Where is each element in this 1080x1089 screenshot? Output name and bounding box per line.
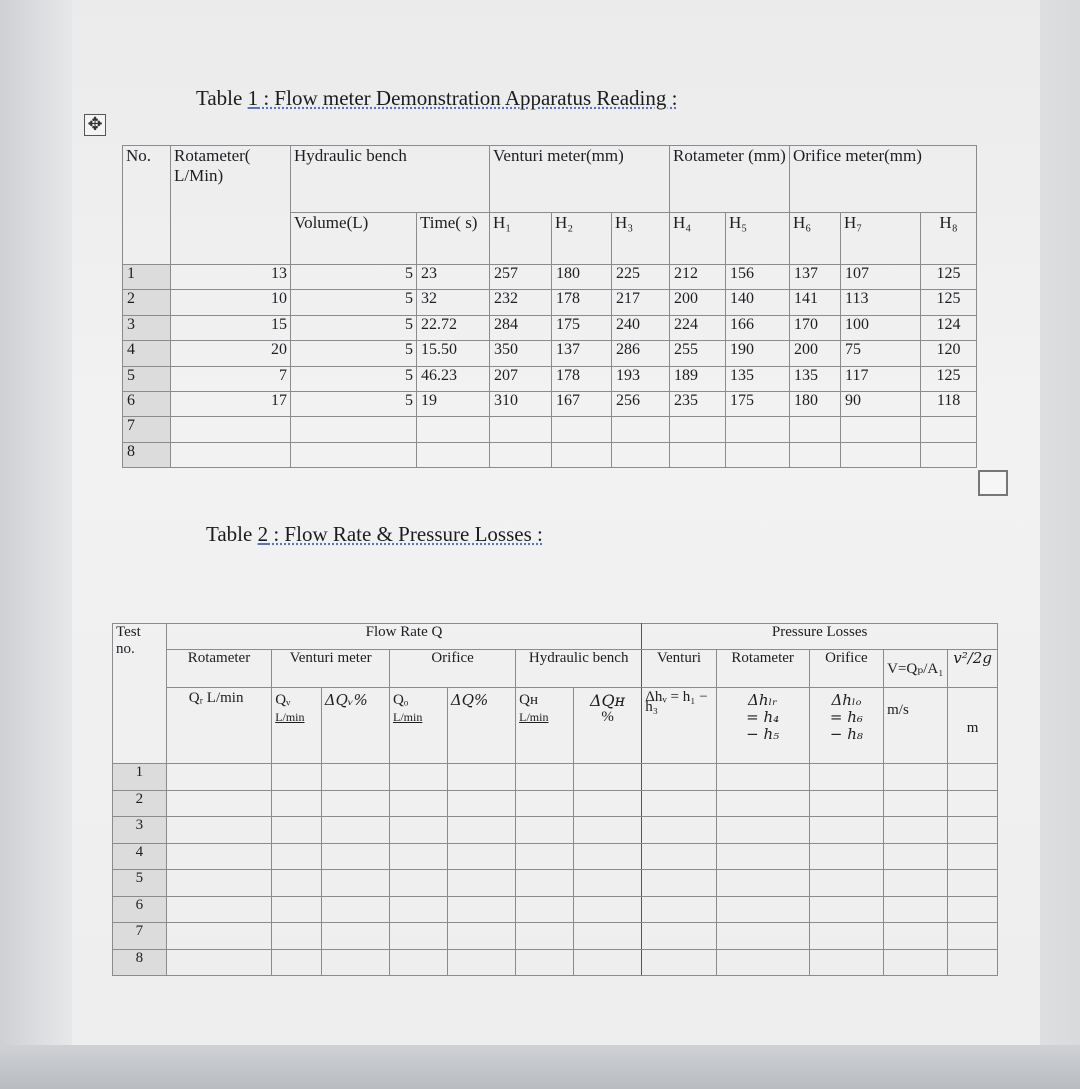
cell-empty[interactable] — [166, 923, 271, 950]
cell-empty[interactable] — [166, 870, 271, 897]
cell-empty[interactable] — [574, 764, 642, 791]
cell-h6[interactable]: 141 — [790, 290, 841, 315]
col-qh-header — [516, 688, 574, 764]
col-qr-header: Qᵣ L/min — [166, 688, 271, 764]
cell-empty[interactable] — [948, 817, 998, 844]
dho-line-b: = h₆ — [829, 708, 863, 726]
dqh-unit: % — [601, 709, 614, 725]
dhr-line-c: − h₅ — [746, 725, 780, 743]
cell-h2[interactable] — [552, 442, 612, 467]
cell-h5[interactable]: 156 — [726, 265, 790, 290]
table1-caption: Table 1 : Flow meter Demonstration Apparatus Reading : — [196, 86, 678, 110]
table-row — [123, 341, 977, 366]
table-row — [113, 949, 998, 976]
table2-caption: Table 2 : Flow Rate & Pressure Losses : — [206, 522, 543, 546]
cell-rot[interactable]: 13 — [171, 265, 291, 290]
cell-h6[interactable]: 170 — [790, 315, 841, 340]
cell-h6[interactable]: 137 — [790, 265, 841, 290]
cell-empty[interactable] — [272, 817, 322, 844]
cell-empty[interactable] — [321, 949, 389, 976]
cell-empty[interactable] — [321, 764, 389, 791]
cell-vol[interactable] — [291, 417, 417, 442]
cell-h8[interactable]: 118 — [921, 391, 977, 416]
cell-rot[interactable]: 17 — [171, 391, 291, 416]
cell-no[interactable]: 2 — [123, 290, 171, 315]
col-dqv-header: ΔQᵥ% — [321, 688, 389, 764]
col-vh-unit-header: m — [948, 688, 998, 764]
cell-h7[interactable]: 117 — [841, 366, 921, 391]
cell-empty[interactable] — [884, 870, 948, 897]
cell-empty[interactable] — [390, 817, 448, 844]
cell-h1[interactable]: 310 — [490, 391, 552, 416]
cell-h6[interactable]: 135 — [790, 366, 841, 391]
cell-empty[interactable] — [809, 923, 883, 950]
cell-h2[interactable]: 178 — [552, 290, 612, 315]
cell-empty[interactable] — [390, 843, 448, 870]
cell-empty[interactable] — [642, 870, 716, 897]
table-row — [123, 290, 977, 315]
cell-empty[interactable] — [166, 790, 271, 817]
cell-empty[interactable] — [516, 949, 574, 976]
col-venturi-loss-header: Venturi — [642, 650, 716, 688]
cell-h4[interactable]: 200 — [670, 290, 726, 315]
col-h4-header: H₄ — [670, 213, 726, 265]
table-row — [123, 366, 977, 391]
cell-rot[interactable]: 10 — [171, 290, 291, 315]
cell-h2[interactable]: 178 — [552, 366, 612, 391]
cell-empty[interactable] — [884, 790, 948, 817]
cell-empty[interactable] — [516, 764, 574, 791]
cell-empty[interactable] — [516, 843, 574, 870]
cell-h5[interactable] — [726, 442, 790, 467]
cell-vol[interactable]: 5 — [291, 391, 417, 416]
cell-h1[interactable]: 207 — [490, 366, 552, 391]
cell-time[interactable]: 22.72 — [417, 315, 490, 340]
cell-empty[interactable] — [321, 870, 389, 897]
table-resize-handle[interactable] — [978, 470, 1008, 496]
cell-empty[interactable] — [574, 896, 642, 923]
cell-time[interactable]: 19 — [417, 391, 490, 416]
cell-empty[interactable] — [166, 764, 271, 791]
cell-empty[interactable] — [447, 843, 515, 870]
qo-symbol: Qₒ — [393, 692, 409, 708]
cell-h8[interactable] — [921, 417, 977, 442]
cell-vol[interactable] — [291, 442, 417, 467]
cell-empty[interactable] — [166, 817, 271, 844]
cell-no[interactable]: 8 — [123, 442, 171, 467]
table-move-handle-icon[interactable]: ✥ — [84, 114, 106, 136]
cell-empty[interactable] — [272, 896, 322, 923]
col-h7-header: H₇ — [841, 213, 921, 265]
cell-h3[interactable]: 240 — [612, 315, 670, 340]
col-venturi-meter-header: Venturi meter — [272, 650, 390, 688]
cell-empty[interactable] — [574, 870, 642, 897]
cell-empty[interactable] — [447, 870, 515, 897]
cell-empty[interactable] — [390, 923, 448, 950]
cell-h8[interactable]: 125 — [921, 366, 977, 391]
qv-unit: L/min — [275, 710, 305, 724]
cell-h2[interactable] — [552, 417, 612, 442]
col-test-no-header: Test no. — [113, 624, 167, 764]
cell-empty[interactable] — [574, 817, 642, 844]
col-h8-header: H₈ — [921, 213, 977, 265]
cell-h6[interactable] — [790, 442, 841, 467]
cell-empty[interactable] — [390, 870, 448, 897]
cell-h3[interactable]: 193 — [612, 366, 670, 391]
cell-h6[interactable] — [790, 417, 841, 442]
col-rotameter-mm-header: Rotameter (mm) — [670, 146, 790, 213]
table-row — [113, 923, 998, 950]
cell-h7[interactable]: 90 — [841, 391, 921, 416]
cell-time[interactable] — [417, 442, 490, 467]
cell-h7[interactable]: 100 — [841, 315, 921, 340]
cell-empty[interactable] — [642, 896, 716, 923]
cell-empty[interactable] — [447, 817, 515, 844]
table-row — [123, 315, 977, 340]
flow-meter-readings-table — [122, 145, 977, 468]
col-venturi-header: Venturi meter(mm) — [490, 146, 670, 213]
cell-empty[interactable] — [516, 896, 574, 923]
cell-time[interactable]: 32 — [417, 290, 490, 315]
cell-empty[interactable] — [642, 949, 716, 976]
col-orifice-loss-header: Orifice — [809, 650, 883, 688]
cell-h4[interactable]: 189 — [670, 366, 726, 391]
cell-empty[interactable] — [516, 790, 574, 817]
cell-test-no[interactable]: 7 — [113, 923, 167, 950]
cell-test-no[interactable]: 2 — [113, 790, 167, 817]
cell-h5[interactable]: 135 — [726, 366, 790, 391]
cell-empty[interactable] — [716, 764, 809, 791]
col-rotameter-lmin-header: Rotameter( L/Min) — [171, 146, 291, 265]
cell-h5[interactable]: 190 — [726, 341, 790, 366]
cell-empty[interactable] — [642, 790, 716, 817]
table-row — [123, 417, 977, 442]
cell-no[interactable]: 3 — [123, 315, 171, 340]
cell-h4[interactable]: 255 — [670, 341, 726, 366]
cell-empty[interactable] — [642, 923, 716, 950]
cell-test-no[interactable]: 4 — [113, 843, 167, 870]
cell-empty[interactable] — [447, 896, 515, 923]
cell-empty[interactable] — [574, 923, 642, 950]
cell-no[interactable]: 7 — [123, 417, 171, 442]
cell-rot[interactable] — [171, 442, 291, 467]
qh-unit: L/min — [519, 710, 549, 724]
cell-empty[interactable] — [716, 870, 809, 897]
col-orifice-header: Orifice meter(mm) — [790, 146, 977, 213]
cell-empty[interactable] — [574, 843, 642, 870]
col-volume-header: Volume(L) — [291, 213, 417, 265]
flow-rate-pressure-losses-table — [112, 623, 998, 976]
cell-empty[interactable] — [809, 949, 883, 976]
cell-empty[interactable] — [574, 949, 642, 976]
cell-empty[interactable] — [390, 764, 448, 791]
cell-h1[interactable]: 350 — [490, 341, 552, 366]
cell-time[interactable]: 15.50 — [417, 341, 490, 366]
cell-empty[interactable] — [447, 790, 515, 817]
col-v-unit-header: m/s — [884, 688, 948, 764]
cell-no[interactable]: 6 — [123, 391, 171, 416]
col-hydraulic-bench-header: Hydraulic bench — [516, 650, 642, 688]
table-row — [113, 870, 998, 897]
cell-empty[interactable] — [574, 790, 642, 817]
col-rotameter-header: Rotameter — [166, 650, 271, 688]
col-hydraulic-bench-header: Hydraulic bench — [291, 146, 490, 213]
cell-empty[interactable] — [716, 896, 809, 923]
cell-h4[interactable]: 224 — [670, 315, 726, 340]
cell-h2[interactable]: 180 — [552, 265, 612, 290]
cell-h7[interactable] — [841, 417, 921, 442]
cell-h1[interactable] — [490, 442, 552, 467]
cell-test-no[interactable]: 1 — [113, 764, 167, 791]
qh-symbol: Qʜ — [519, 692, 538, 708]
cell-empty[interactable] — [166, 843, 271, 870]
cell-empty[interactable] — [809, 764, 883, 791]
cell-rot[interactable]: 20 — [171, 341, 291, 366]
cell-vol[interactable]: 5 — [291, 265, 417, 290]
cell-time[interactable]: 23 — [417, 265, 490, 290]
cell-empty[interactable] — [166, 949, 271, 976]
cell-h8[interactable]: 120 — [921, 341, 977, 366]
cell-h1[interactable]: 257 — [490, 265, 552, 290]
cell-empty[interactable] — [272, 843, 322, 870]
col-h2-header: H₂ — [552, 213, 612, 265]
status-bar — [0, 1045, 1080, 1089]
col-qo-header — [390, 688, 448, 764]
cell-h6[interactable]: 200 — [790, 341, 841, 366]
col-h5-header: H₅ — [726, 213, 790, 265]
cell-empty[interactable] — [447, 764, 515, 791]
cell-empty[interactable] — [884, 923, 948, 950]
cell-h1[interactable]: 284 — [490, 315, 552, 340]
cell-h4[interactable] — [670, 442, 726, 467]
table-row — [113, 790, 998, 817]
cell-empty[interactable] — [321, 817, 389, 844]
qv-symbol: Qᵥ — [275, 692, 291, 708]
cell-empty[interactable] — [884, 896, 948, 923]
pressure-losses-header: Pressure Losses — [642, 624, 998, 650]
cell-empty[interactable] — [272, 923, 322, 950]
cell-vol[interactable]: 5 — [291, 315, 417, 340]
cell-empty[interactable] — [716, 923, 809, 950]
cell-empty[interactable] — [716, 817, 809, 844]
cell-empty[interactable] — [272, 949, 322, 976]
cell-h8[interactable]: 125 — [921, 265, 977, 290]
cell-empty[interactable] — [321, 896, 389, 923]
col-orifice-header: Orifice — [390, 650, 516, 688]
col-h1-header: H₁ — [490, 213, 552, 265]
flow-rate-header: Flow Rate Q — [166, 624, 641, 650]
cell-h3[interactable]: 225 — [612, 265, 670, 290]
dho-line-c: − h₈ — [829, 725, 863, 743]
table-row — [113, 843, 998, 870]
dhr-line-a: Δhₗᵣ — [748, 691, 778, 709]
cell-empty[interactable] — [809, 817, 883, 844]
cell-empty[interactable] — [809, 870, 883, 897]
cell-empty[interactable] — [884, 949, 948, 976]
col-h3-header: H₃ — [612, 213, 670, 265]
cell-empty[interactable] — [948, 923, 998, 950]
cell-h2[interactable]: 175 — [552, 315, 612, 340]
cell-empty[interactable] — [809, 790, 883, 817]
cell-no[interactable]: 1 — [123, 265, 171, 290]
cell-h1[interactable] — [490, 417, 552, 442]
cell-empty[interactable] — [642, 764, 716, 791]
cell-h4[interactable]: 235 — [670, 391, 726, 416]
cell-empty[interactable] — [642, 817, 716, 844]
cell-empty[interactable] — [948, 764, 998, 791]
cell-h5[interactable]: 175 — [726, 391, 790, 416]
cell-empty[interactable] — [809, 896, 883, 923]
cell-empty[interactable] — [884, 843, 948, 870]
col-dho-header — [809, 688, 883, 764]
cell-h7[interactable] — [841, 442, 921, 467]
cell-vol[interactable]: 5 — [291, 290, 417, 315]
cell-empty[interactable] — [447, 949, 515, 976]
cell-rot[interactable]: 7 — [171, 366, 291, 391]
cell-empty[interactable] — [642, 843, 716, 870]
cell-no[interactable]: 5 — [123, 366, 171, 391]
cell-h3[interactable]: 256 — [612, 391, 670, 416]
cell-empty[interactable] — [321, 790, 389, 817]
table-row — [123, 265, 977, 290]
cell-empty[interactable] — [272, 870, 322, 897]
cell-empty[interactable] — [516, 923, 574, 950]
cell-h8[interactable] — [921, 442, 977, 467]
table-row — [123, 442, 977, 467]
col-time-header: Time( s) — [417, 213, 490, 265]
table-row — [123, 391, 977, 416]
cell-h2[interactable]: 167 — [552, 391, 612, 416]
table-row — [113, 896, 998, 923]
cell-empty[interactable] — [948, 949, 998, 976]
cell-rot[interactable] — [171, 417, 291, 442]
cell-h5[interactable] — [726, 417, 790, 442]
cell-no[interactable]: 4 — [123, 341, 171, 366]
cell-empty[interactable] — [447, 923, 515, 950]
table-row — [113, 764, 998, 791]
cell-h5[interactable]: 140 — [726, 290, 790, 315]
cell-h4[interactable]: 212 — [670, 265, 726, 290]
cell-vol[interactable]: 5 — [291, 366, 417, 391]
cell-time[interactable] — [417, 417, 490, 442]
cell-vol[interactable]: 5 — [291, 341, 417, 366]
cell-empty[interactable] — [884, 817, 948, 844]
qo-unit: L/min — [393, 710, 423, 724]
cell-h3[interactable] — [612, 442, 670, 467]
cell-h4[interactable] — [670, 417, 726, 442]
cell-test-no[interactable]: 6 — [113, 896, 167, 923]
cell-h6[interactable]: 180 — [790, 391, 841, 416]
col-no-header: No. — [123, 146, 171, 265]
cell-empty[interactable] — [321, 923, 389, 950]
col-dqh-header — [574, 688, 642, 764]
cell-test-no[interactable]: 8 — [113, 949, 167, 976]
cell-empty[interactable] — [948, 870, 998, 897]
cell-empty[interactable] — [321, 843, 389, 870]
cell-time[interactable]: 46.23 — [417, 366, 490, 391]
cell-h7[interactable]: 113 — [841, 290, 921, 315]
dho-line-a: Δhₗₒ — [831, 691, 862, 709]
cell-empty[interactable] — [716, 790, 809, 817]
cell-empty[interactable] — [390, 790, 448, 817]
cell-h5[interactable]: 166 — [726, 315, 790, 340]
cell-h7[interactable]: 107 — [841, 265, 921, 290]
cell-empty[interactable] — [948, 790, 998, 817]
col-velocity-header: V=Qₚ/A₁ — [884, 650, 948, 688]
cell-h1[interactable]: 232 — [490, 290, 552, 315]
cell-h8[interactable]: 124 — [921, 315, 977, 340]
col-h6-header: H₆ — [790, 213, 841, 265]
cell-h7[interactable]: 75 — [841, 341, 921, 366]
cell-h2[interactable]: 137 — [552, 341, 612, 366]
dhr-line-b: = h₄ — [746, 708, 780, 726]
cell-empty[interactable] — [272, 790, 322, 817]
cell-h3[interactable]: 286 — [612, 341, 670, 366]
col-rotameter-loss-header: Rotameter — [716, 650, 809, 688]
cell-h3[interactable] — [612, 417, 670, 442]
cell-empty[interactable] — [948, 843, 998, 870]
dqh-symbol: ΔQʜ — [589, 691, 626, 710]
col-qv-header — [272, 688, 322, 764]
col-dhr-header — [716, 688, 809, 764]
cell-test-no[interactable]: 5 — [113, 870, 167, 897]
cell-rot[interactable]: 15 — [171, 315, 291, 340]
col-dq-header: ΔQ% — [447, 688, 515, 764]
cell-test-no[interactable]: 3 — [113, 817, 167, 844]
cell-empty[interactable] — [716, 843, 809, 870]
cell-empty[interactable] — [272, 764, 322, 791]
cell-empty[interactable] — [516, 870, 574, 897]
cell-h3[interactable]: 217 — [612, 290, 670, 315]
cell-empty[interactable] — [948, 896, 998, 923]
cell-empty[interactable] — [884, 764, 948, 791]
cell-empty[interactable] — [390, 949, 448, 976]
col-dhv-header: Δhᵥ = h₁ − h₃ — [642, 688, 716, 764]
col-velocity-head-header: v²/2g — [948, 650, 998, 688]
cell-empty[interactable] — [809, 843, 883, 870]
cell-empty[interactable] — [390, 896, 448, 923]
cell-empty[interactable] — [166, 896, 271, 923]
cell-h8[interactable]: 125 — [921, 290, 977, 315]
cell-empty[interactable] — [516, 817, 574, 844]
table-row — [113, 817, 998, 844]
cell-empty[interactable] — [716, 949, 809, 976]
